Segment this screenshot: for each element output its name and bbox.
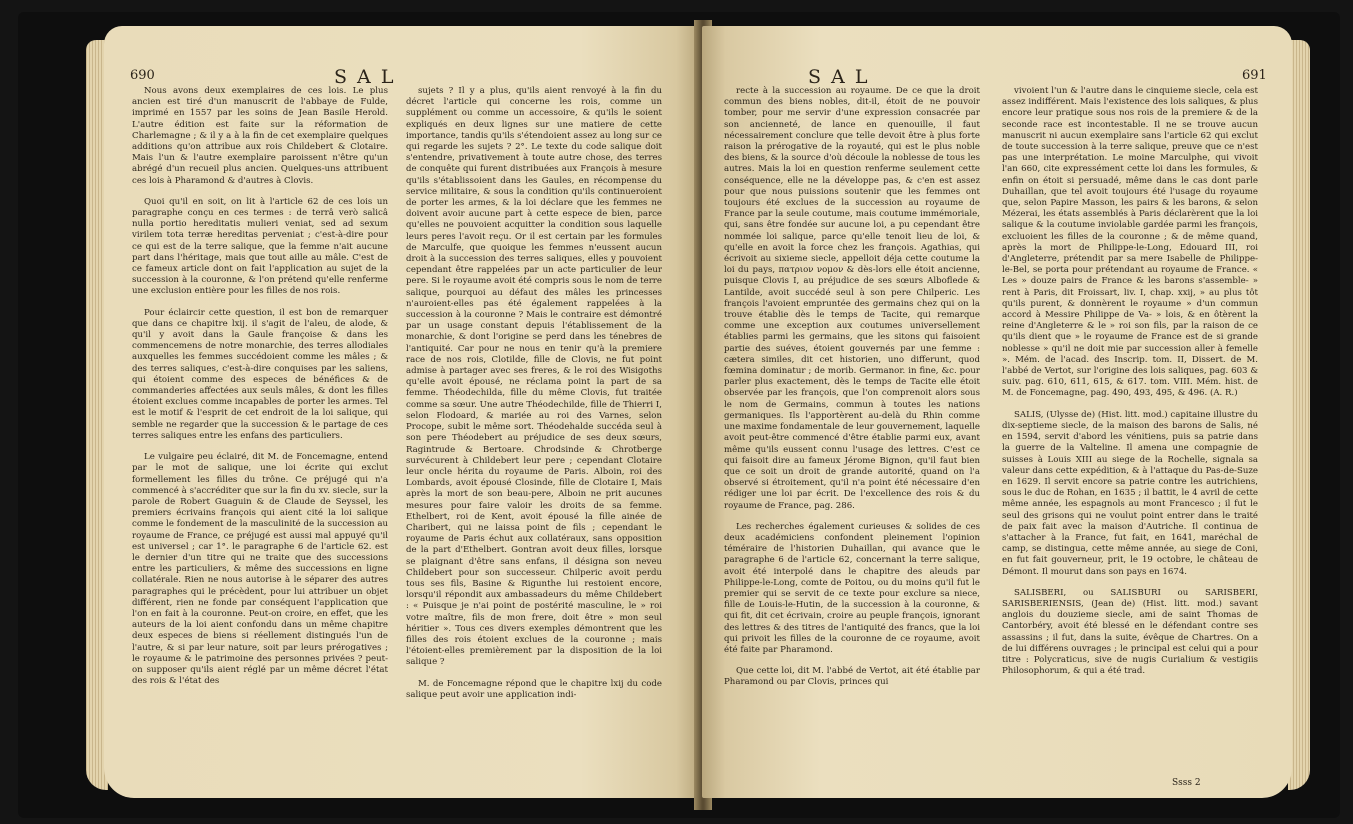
signature-mark: Ssss 2 [1172,778,1201,788]
page-number-right: 691 [1242,68,1267,83]
left-page [104,26,700,798]
paragraph: SALISBERI, ou SALISBURI ou SARISBERI, SARISBERIENSIS, (Jean de) (Hist. litt. mod.) savant anglois du douzieme siecle, ami de saint Thomas de Cantorbéry, avoit été blessé en le défendant contre ses assassins ; il fut, dans la suite, évêque de Chartres. On a de lui différens ouvrages ; le principal est celui qui a pour titre : Polycraticus, sive de nugis Curialium & vestigiis Philosophorum, & qui a été trad. [1002,587,1258,677]
paragraph: SALIS, (Ulysse de) (Hist. litt. mod.) capitaine illustre du dix-septieme siecle, de la maison des barons de Salis, né en 1594, servit d'abord les vénitiens, puis sa patrie dans la guerre de la Valteline. Il amena une compagnie de suisses à Louis XIII au siege de la Rochelle, signala sa valeur dans cette expédition, & à l'attaque du Pas-de-Suze en 1629. Il servit encore sa patrie contre les autrichiens, sous le duc de Rohan, en 1635 ; il battit, le 4 avril de cette même année, les espagnols au mont Francesco ; il fut le seul des grisons qui ne voulut point entrer dans le traité de paix fait avec la maison d'Autriche. Il continua de s'attacher à la France, fut fait, en 1641, maréchal de camp, se distingua, cette même année, au siege de Coni, en fut fait gouverneur, prit, le 19 octobre, le château de Démont. Il mourut dans son pays en 1674. [1002,409,1258,577]
paragraph: Les recherches également curieuses & solides de ces deux académiciens confondent pleinement l'opinion téméraire de l'historien Duhaillan, qui avance que le paragraphe 6 de l'article 62, concernant la terre salique, avoit été interpolé dans le chapitre des aleuds par Philippe-le-Long, comte de Poitou, ou du moins qu'il fut le premier qui se servit de ce texte pour exclure sa niece, fille de Louis-le-Hutin, de la succession à la couronne, & qui fit, dit cet écrivain, croire au peuple françois, ignorant des lettres & des titres de l'antiquité des francs, que la loi qui privoit les filles de la couronne de ce royaume, avoit été faite par Pharamond. [724,521,980,655]
left-column-2 [406,86,662,711]
paragraph: Pour éclaircir cette question, il est bon de remarquer que dans ce chapitre lxij. il s'agit de l'aleu, de alode, & qu'il y avoit dans la Gaule françoise & dans les commencemens de notre monarchie, des terres allodiales auxquelles les femmes succédoient comme les mâles ; & des terres saliques, c'est-à-dire conquises par les saliens, qui étoient comme des especes de bénéfices & de commanderies affectées aux seuls mâles, & dont les filles étoient exclues comme incapables de porter les armes. Tel est le motif & l'esprit de cet endroit de la loi salique, qui semble ne regarder que la succession & le partage de ces terres saliques entre les enfans des particuliers. [132,307,388,441]
paragraph: sujets ? Il y a plus, qu'ils aient renvoyé à la fin du décret l'article qui concerne les rois, comme un supplément ou comme un accessoire, & qu'ils le soient expliqués en deux lignes sur une matiere de cette importance, tandis qu'ils s'étendoient assez au long sur ce qui regarde les sujets ? 2°. Le texte du code salique doit s'entendre, privativement à toute autre chose, des terres de conquête qui furent distribuées aux François à mesure qu'ils s'établissoient dans les Gaules, en récompense du service militaire, & sous la condition qu'ils continueroient de porter les armes, & la loi déclare que les femmes ne doivent avoir aucune part à cette espece de bien, parce qu'elles ne pouvoient acquitter la condition sous laquelle leurs peres l'avoit reçu. Or il est certain par les formules de Marculfe, que quoique les femmes n'eussent aucun droit à la succession des terres saliques, elles y pouvoient cependant être rappelées par un acte particulier de leur pere. Si le royaume avoit été compris sous le nom de terre salique, pourquoi au défaut des mâles les princesses n'auroient-elles pas été également rappelées à la succession à la couronne ? Mais le contraire est démontré par un usage constant depuis l'établissement de la monarchie, & dont l'origine se perd dans les ténebres de l'antiquité. Car pour ne nous en tenir qu'à la premiere race de nos rois, Clotilde, fille de Clovis, ne fut point admise à partager avec ses freres, & le roi des Wisigoths qu'elle avoit épousé, ne réclama point la part de sa femme. Théodechilda, fille du même Clovis, fut traitée comme sa sœur. Une autre Théodechilde, fille de Thierri I, selon Flodoard, & mariée au roi des Varnes, selon Procope, subit le même sort. Théodehalde succéda seul à son pere Théodebert au préjudice de ses deux sœurs, Ragintrude & Bertoare. Chrodsinde & Chrotberge survécurent à Childebert leur pere ; cependant Clotaire leur oncle hérita du royaume de Paris. Alboin, roi des Lombards, avoit épousé Closinde, fille de Clotaire I, Mais après la mort de son beau-pere, Alboin ne prit aucunes mesures pour faire valoir les droits de sa femme. Ethelbert, roi de Kent, avoit épousé la fille ainée de Charibert, qui ne laissa point de fils ; cependant le royaume de Paris échut aux collatéraux, sans opposition de la part d'Ethelbert. Gontran avoit deux filles, lorsque se plaignant d'être sans enfans, il désigna son neveu Childebert pour son successeur. Chilperic avoit perdu tous ses fils, Basine & Rigunthe lui restoient encore, lorsqu'il répondit aux ambassadeurs du même Childebert : « Puisque je n'ai point de postérité masculine, le » roi votre maître, fils de mon frere, doit être » mon seul héritier ». Tous ces divers exemples démontrent que les filles des rois étoient exclues de la couronne ; mais l'étoient-elles premièrement par la disposition de la loi salique ? [406,86,662,668]
paragraph: Le vulgaire peu éclairé, dit M. de Foncemagne, entend par le mot de salique, une loi écrite qui exclut formellement les filles du trône. Ce préjugé qui n'a commencé à s'accréditer que sur la fin du xv. siecle, sur la parole de Robert Guaguin & de Claude de Seyssel, les premiers écrivains françois qui aient cité la loi salique comme le fondement de la masculinité de la succession au royaume de France, ce préjugé est aussi mal appuyé qu'il est universel ; car 1°. le paragraphe 6 de l'article 62. est le dernier d'un titre qui ne traite que des successions entre les particuliers, & même des successions en ligne collatérale. Rien ne nous autorise à le séparer des autres paragraphes qui le précèdent, pour lui attribuer un objet différent, rien ne fonde par conséquent l'application que l'on en fait à la couronne. Peut-on croire, en effet, que les auteurs de la loi aient confondu dans un même chapitre deux especes de biens si réellement distingués l'un de l'autre, & si par leur nature, soit par leurs prérogatives ; le royaume & le patrimoine des personnes privées ? peut-on supposer qu'ils aient réglé par un même décret l'état des rois & l'état des [132,452,388,687]
left-column-1 [132,86,388,697]
right-column-1 [724,86,980,699]
paragraph: M. de Foncemagne répond que le chapitre lxij du code salique peut avoir une application indi- [406,678,662,700]
running-head-right: S A L [808,66,870,88]
right-page [702,26,1292,798]
paragraph: recte à la succession au royaume. De ce que la droit commun des biens nobles, dit-il, étoit de ne pouvoir tomber, pour me servir d'une expression consacrée par son ancienneté, de lance en quenouille, il faut nécessairement conclure que telle devoit être à plus forte raison la prérogative de la royauté, qui est le plus noble des biens, & la source d'où découle la noblesse de tous les autres. Mais la loi en question renferme seulement cette conséquence, elle ne la développe pas, & c'en est assez pour que nous puissions soutenir que les femmes ont toujours été exclues de la succession au royaume de France par la seule coutume, mais coutume immémoriale, qui, sans être fondée sur aucune loi, a pu cependant être nommée loi salique, parce qu'elle tenoit lieu de loi, & qu'elle en avoit la force chez les françois. Agathias, qui écrivoit au sixieme siecle, appelloit déja cette coutume la loi du pays, πατριον νομον & dès-lors elle étoit ancienne, puisque Clovis I, au préjudice de ses sœurs Alboflede & Lantilde, avoit succédé seul à son pere Chilperic. Les françois l'avoient empruntée des germains chez qui on la trouve établie dès le temps de Tacite, qui remarque comme une exception aux coutumes universellement établies parmi les germains, que les sitons qui faisoient partie des suéves, étoient gouvernés par une femme : cætera similes, dit cet historien, uno differunt, quod fœmina dominatur ; de morib. Germanor. in fine, &c. pour parler plus exactement, dès le temps de Tacite elle étoit observée par les françois, que l'on comprenoit alors sous le nom de Germains, commun à toutes les nations germaniques. Ils l'apportèrent au-delà du Rhin comme une maxime fondamentale de leur gouvernement, laquelle avoit peut-être commencé d'être établie parmi eux, avant même qu'ils eussent connu l'usage des lettres. C'est ce qui faisoit dire au fameux Jérome Bignon, qu'il faut bien que ce soit un droit de grande autorité, quand on l'a observé si étroitement, qu'il n'a point été nécessaire d'en rédiger une loi par écrit. De l'excellence des rois & du royaume de France, pag. 286. [724,86,980,511]
right-column-2 [1002,86,1258,687]
running-head-left: S A L [334,66,396,88]
paragraph: vivoient l'un & l'autre dans le cinquieme siecle, cela est assez indifférent. Mais l'existence des lois saliques, & plus encore leur pratique sous nos rois de la premiere & de la seconde race est incontestable. Il ne se trouve aucun manuscrit ni aucun exemplaire sans l'article 62 qui exclut de toute succession à la terre salique, preuve que ce n'est pas une interprétation. Le moine Marculphe, qui vivoit l'an 660, cite expressément cette loi dans les formules, & enfin on étoit si persuadé, même dans le cas dont parle Duhaillan, que tel avoit toujours été l'usage du royaume que, selon Papire Masson, les pairs & les barons, & selon Mézerai, les états assemblés à Paris déclarèrent que la loi salique & la coutume inviolable gardée parmi les françois, excluoient les filles de la couronne ; & de même quand, après la mort de Philippe-le-Long, Edouard III, roi d'Angleterre, prétendit par sa mere Isabelle de Philippe-le-Bel, se porta pour prétendant au royaume de France. « Les » douze pairs de France & les barons s'assemble- » rent à Paris, dit Froissart, liv. I, chap. xxij, » au plus tôt qu'ils purent, & donnèrent le royaume » d'un commun accord à Messire Philippe de Va- » lois, & en ôtèrent la reine d'Angleterre & le » roi son fils, par la raison de ce qu'ils dient que » le royaume de France est de si grande noblesse » qu'il ne doit mie par succession aller à femelle ». Mém. de l'acad. des Inscrip. tom. II, Dissert. de M. l'abbé de Vertot, sur l'origine des lois saliques, pag. 603 & suiv. pag. 610, 611, 615, & 617. tom. VIII. Mém. hist. de M. de Foncemagne, pag. 490, 493, 495, & 496. (A. R.) [1002,86,1258,399]
paragraph: Nous avons deux exemplaires de ces lois. Le plus ancien est tiré d'un manuscrit de l'abbaye de Fulde, imprimé en 1557 par les soins de Jean Basile Herold. L'autre édition est faite sur la réformation de Charlemagne ; & il y a à la fin de cet exemplaire quelques additions qu'on attribue aux rois Childebert & Clotaire. Mais l'un & l'autre exemplaire paroissent n'être qu'un abrégé d'un recueil plus ancien. Quelques-uns attribuent ces lois à Pharamond & d'autres à Clovis. [132,86,388,186]
paragraph: Quoi qu'il en soit, on lit à l'article 62 de ces lois un paragraphe conçu en ces termes : de terrâ verò salicâ nulla portio hereditatis mulieri veniat, sed ad sexum virilem tota terræ hereditas perveniat ; c'est-à-dire pour ce qui est de la terre salique, que la femme n'ait aucune part dans l'héritage, mais que tout aille au mâle. C'est de ce fameux article dont on fait l'application au sujet de la succession à la couronne, & l'on prétend qu'elle renferme une exclusion entière pour les filles de nos rois. [132,196,388,297]
paragraph: Que cette loi, dit M. l'abbé de Vertot, ait été établie par Pharamond ou par Clovis, princes qui [724,666,980,688]
page-number-left: 690 [130,68,155,83]
